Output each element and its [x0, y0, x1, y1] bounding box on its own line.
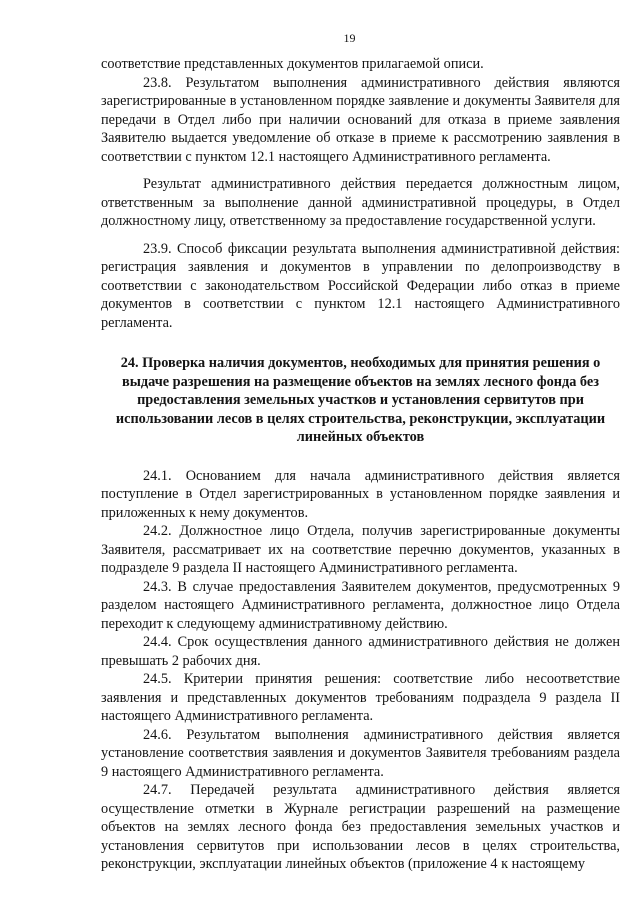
paragraph-23-8-result: Результат административного действия передается должностным лицом, ответственным за выполнение данной административной процедуры, в Отдел должностному лицу, ответственному за предоставление государственной услуги.: [101, 176, 620, 229]
section-title-24: 24. Проверка наличия документов, необходимых для принятия решения о выдаче разрешения на размещение объектов на землях лесного фонда без предоставления земельных участков и установления сервитутов при использовании лесов в целях строительства, реконструкции, эксплуатации линейных объектов: [115, 355, 606, 445]
paragraph-23-8: 23.8. Результатом выполнения административного действия являются зарегистрированные в установленном порядке заявление и документы Заявителя для передачи в Отдел либо при наличии оснований для отказа в приеме заявления Заявителю выдается уведомление об отказе в приеме к рассмотрению заявления в соответствии с пунктом 12.1 настоящего Административного регламента.: [101, 74, 620, 165]
paragraph-24-3: 24.3. В случае предоставления Заявителем документов, предусмотренных 9 разделом настоящего Административного регламента, должностное лицо Отдела переходит к следующему административному действию.: [101, 578, 620, 632]
paragraph-23-9: 23.9. Способ фиксации результата выполнения административной действия: регистрация заявления и документов в управлении по делопроизводству в соответствии с законодательством Российской Федерации либо отказ в приеме документов в соответствии с пунктом 12.1 настоящего Административного регламента.: [101, 240, 620, 331]
paragraph-24-5: 24.5. Критерии принятия решения: соответствие либо несоответствие заявления и представленных документов требованиям подраздела 9 раздела II настоящего Административного регламента.: [101, 671, 620, 724]
paragraph-24-7: 24.7. Передачей результата административного действия является осуществление отметки в Журнале регистрации разрешений на размещение объектов на землях лесного фонда без предоставления земельных участков и установления сервитутов при использовании лесов в целях строительства, реконструкции, эксплуатации линейных объектов (приложение 4 к настоящему: [101, 782, 620, 872]
paragraph-24-1: 24.1. Основанием для начала административного действия является поступление в Отдел зарегистрированных в установленном порядке заявления и приложенных к нему документов.: [101, 467, 620, 521]
page-number: 19: [343, 31, 356, 45]
paragraph-24-4: 24.4. Срок осуществления данного административного действия не должен превышать 2 рабочих дня.: [101, 634, 620, 669]
paragraph-24-2: 24.2. Должностное лицо Отдела, получив зарегистрированные документы Заявителя, рассматривает их на соответствие перечню документов, указанных в подразделе 9 раздела II настоящего Административного регламента.: [101, 523, 620, 576]
paragraph-continuation: соответствие представленных документов прилагаемой описи.: [101, 56, 484, 72]
paragraph-24-6: 24.6. Результатом выполнения административного действия является установление соответствия заявления и документов Заявителя требованиям раздела 9 настоящего Административного регламента.: [101, 726, 620, 780]
